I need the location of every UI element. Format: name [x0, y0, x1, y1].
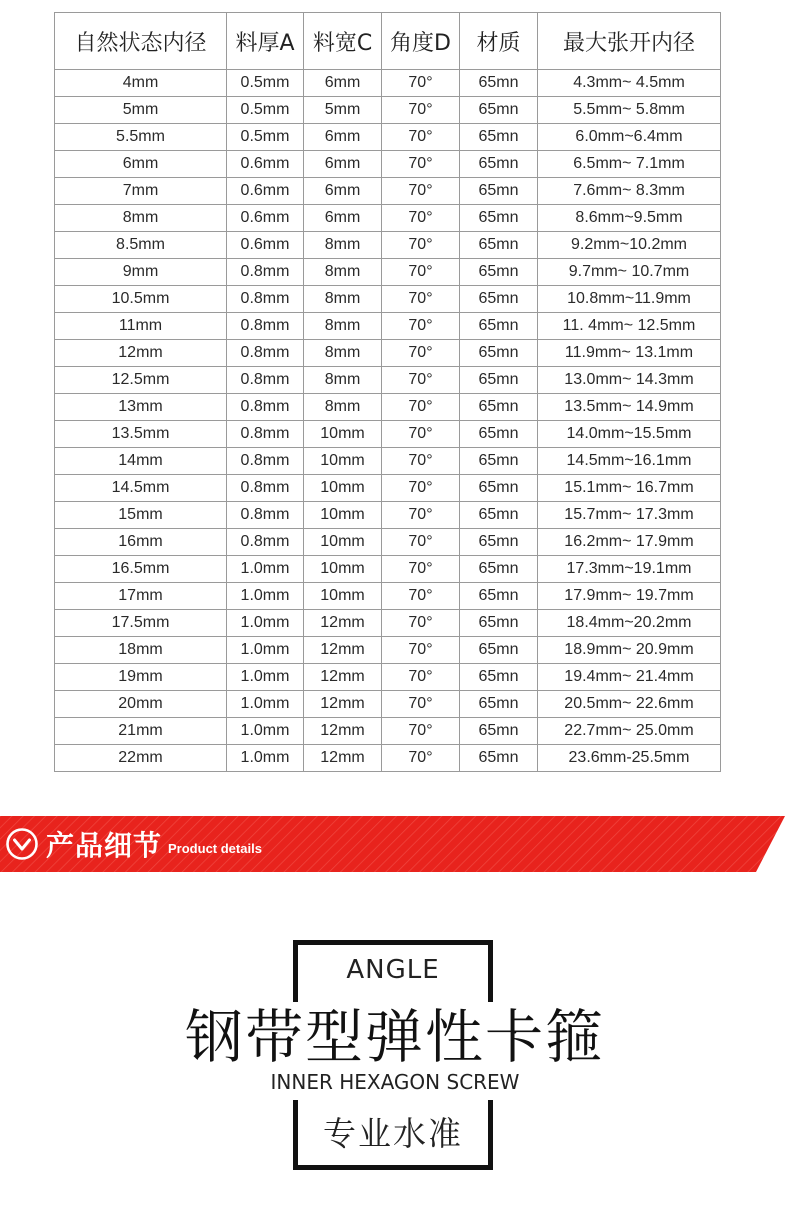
- cell-angle-d: 70°: [382, 718, 460, 745]
- cell-material: 65mn: [460, 259, 538, 286]
- cell-width-c: 12mm: [304, 610, 382, 637]
- cell-material: 65mn: [460, 448, 538, 475]
- table-row: [55, 745, 721, 772]
- cell-max-open-diameter: 6.5mm~ 7.1mm: [538, 151, 721, 178]
- product-english-name: INNER HEXAGON SCREW: [270, 1070, 520, 1094]
- cell-natural-inner-diameter: 20mm: [55, 691, 227, 718]
- cell-angle-d: 70°: [382, 610, 460, 637]
- cell-max-open-diameter: 15.7mm~ 17.3mm: [538, 502, 721, 529]
- cell-thickness-a: 1.0mm: [227, 637, 304, 664]
- cell-width-c: 10mm: [304, 421, 382, 448]
- cell-material: 65mn: [460, 529, 538, 556]
- table-row: [55, 151, 721, 178]
- cell-material: 65mn: [460, 232, 538, 259]
- cell-max-open-diameter: 20.5mm~ 22.6mm: [538, 691, 721, 718]
- cell-natural-inner-diameter: 8.5mm: [55, 232, 227, 259]
- cell-angle-d: 70°: [382, 475, 460, 502]
- cell-width-c: 12mm: [304, 637, 382, 664]
- cell-width-c: 6mm: [304, 205, 382, 232]
- cell-angle-d: 70°: [382, 286, 460, 313]
- cell-angle-d: 70°: [382, 232, 460, 259]
- cell-max-open-diameter: 8.6mm~9.5mm: [538, 205, 721, 232]
- cell-width-c: 8mm: [304, 367, 382, 394]
- header-width-c: 料宽C: [304, 13, 382, 70]
- cell-angle-d: 70°: [382, 205, 460, 232]
- cell-material: 65mn: [460, 205, 538, 232]
- cell-thickness-a: 0.6mm: [227, 205, 304, 232]
- cell-width-c: 8mm: [304, 340, 382, 367]
- cell-max-open-diameter: 11.9mm~ 13.1mm: [538, 340, 721, 367]
- cell-thickness-a: 1.0mm: [227, 691, 304, 718]
- cell-thickness-a: 1.0mm: [227, 718, 304, 745]
- cell-width-c: 12mm: [304, 664, 382, 691]
- cell-thickness-a: 0.6mm: [227, 151, 304, 178]
- cell-width-c: 6mm: [304, 124, 382, 151]
- cell-natural-inner-diameter: 14.5mm: [55, 475, 227, 502]
- cell-max-open-diameter: 9.2mm~10.2mm: [538, 232, 721, 259]
- cell-thickness-a: 0.5mm: [227, 124, 304, 151]
- cell-angle-d: 70°: [382, 124, 460, 151]
- cell-max-open-diameter: 18.4mm~20.2mm: [538, 610, 721, 637]
- cell-material: 65mn: [460, 691, 538, 718]
- cell-material: 65mn: [460, 745, 538, 772]
- cell-angle-d: 70°: [382, 448, 460, 475]
- cell-angle-d: 70°: [382, 151, 460, 178]
- cell-thickness-a: 0.8mm: [227, 286, 304, 313]
- cell-thickness-a: 1.0mm: [227, 664, 304, 691]
- banner-subtitle: Product details: [168, 840, 262, 856]
- cell-natural-inner-diameter: 13mm: [55, 394, 227, 421]
- cell-material: 65mn: [460, 664, 538, 691]
- cell-material: 65mn: [460, 367, 538, 394]
- cell-natural-inner-diameter: 9mm: [55, 259, 227, 286]
- cell-natural-inner-diameter: 10.5mm: [55, 286, 227, 313]
- cell-max-open-diameter: 13.0mm~ 14.3mm: [538, 367, 721, 394]
- chevron-down-circle-icon: [4, 826, 40, 862]
- table-row: [55, 529, 721, 556]
- table-row: [55, 367, 721, 394]
- cell-width-c: 8mm: [304, 232, 382, 259]
- cell-thickness-a: 1.0mm: [227, 583, 304, 610]
- table-row: [55, 610, 721, 637]
- table-row: [55, 583, 721, 610]
- cell-angle-d: 70°: [382, 178, 460, 205]
- header-angle-d: 角度D: [382, 13, 460, 70]
- cell-natural-inner-diameter: 5mm: [55, 97, 227, 124]
- cell-max-open-diameter: 5.5mm~ 5.8mm: [538, 97, 721, 124]
- cell-width-c: 6mm: [304, 70, 382, 97]
- cell-natural-inner-diameter: 7mm: [55, 178, 227, 205]
- table-body: [55, 70, 721, 772]
- header-material: 材质: [460, 13, 538, 70]
- cell-material: 65mn: [460, 718, 538, 745]
- banner-title: 产品细节: [46, 829, 163, 862]
- cell-natural-inner-diameter: 21mm: [55, 718, 227, 745]
- cell-thickness-a: 0.5mm: [227, 97, 304, 124]
- cell-max-open-diameter: 17.3mm~19.1mm: [538, 556, 721, 583]
- table-row: [55, 394, 721, 421]
- cell-angle-d: 70°: [382, 556, 460, 583]
- cell-max-open-diameter: 15.1mm~ 16.7mm: [538, 475, 721, 502]
- cell-max-open-diameter: 4.3mm~ 4.5mm: [538, 70, 721, 97]
- cell-thickness-a: 0.8mm: [227, 259, 304, 286]
- cell-width-c: 12mm: [304, 691, 382, 718]
- cell-material: 65mn: [460, 286, 538, 313]
- cell-angle-d: 70°: [382, 583, 460, 610]
- cell-thickness-a: 0.8mm: [227, 394, 304, 421]
- cell-width-c: 10mm: [304, 583, 382, 610]
- cell-thickness-a: 1.0mm: [227, 556, 304, 583]
- cell-natural-inner-diameter: 12mm: [55, 340, 227, 367]
- cell-natural-inner-diameter: 14mm: [55, 448, 227, 475]
- cell-natural-inner-diameter: 11mm: [55, 313, 227, 340]
- cell-natural-inner-diameter: 16.5mm: [55, 556, 227, 583]
- table-row: [55, 97, 721, 124]
- angle-label: ANGLE: [346, 955, 440, 985]
- cell-material: 65mn: [460, 70, 538, 97]
- cell-angle-d: 70°: [382, 664, 460, 691]
- cell-angle-d: 70°: [382, 340, 460, 367]
- table-row: [55, 718, 721, 745]
- cell-max-open-diameter: 18.9mm~ 20.9mm: [538, 637, 721, 664]
- table-row: [55, 178, 721, 205]
- cell-thickness-a: 1.0mm: [227, 745, 304, 772]
- table-row: [55, 556, 721, 583]
- header-thickness-a: 料厚A: [227, 13, 304, 70]
- cell-natural-inner-diameter: 13.5mm: [55, 421, 227, 448]
- cell-max-open-diameter: 9.7mm~ 10.7mm: [538, 259, 721, 286]
- cell-natural-inner-diameter: 18mm: [55, 637, 227, 664]
- table-row: [55, 313, 721, 340]
- cell-material: 65mn: [460, 610, 538, 637]
- cell-angle-d: 70°: [382, 502, 460, 529]
- cell-width-c: 6mm: [304, 151, 382, 178]
- cell-natural-inner-diameter: 5.5mm: [55, 124, 227, 151]
- banner-content: [4, 816, 262, 872]
- cell-width-c: 6mm: [304, 178, 382, 205]
- cell-angle-d: 70°: [382, 394, 460, 421]
- cell-width-c: 12mm: [304, 745, 382, 772]
- header-natural-inner-diameter: 自然状态内径: [55, 13, 227, 70]
- cell-thickness-a: 0.8mm: [227, 340, 304, 367]
- table-row: [55, 664, 721, 691]
- cell-material: 65mn: [460, 97, 538, 124]
- cell-width-c: 10mm: [304, 448, 382, 475]
- cell-width-c: 12mm: [304, 718, 382, 745]
- cell-angle-d: 70°: [382, 97, 460, 124]
- cell-material: 65mn: [460, 124, 538, 151]
- cell-material: 65mn: [460, 151, 538, 178]
- table-row: [55, 502, 721, 529]
- cell-max-open-diameter: 19.4mm~ 21.4mm: [538, 664, 721, 691]
- cell-natural-inner-diameter: 8mm: [55, 205, 227, 232]
- cell-material: 65mn: [460, 340, 538, 367]
- cell-natural-inner-diameter: 17mm: [55, 583, 227, 610]
- table-row: [55, 421, 721, 448]
- table-row: [55, 637, 721, 664]
- cell-material: 65mn: [460, 556, 538, 583]
- header-max-open-diameter: 最大张开内径: [538, 13, 721, 70]
- cell-natural-inner-diameter: 6mm: [55, 151, 227, 178]
- cell-thickness-a: 0.8mm: [227, 529, 304, 556]
- cell-max-open-diameter: 11. 4mm~ 12.5mm: [538, 313, 721, 340]
- cell-natural-inner-diameter: 12.5mm: [55, 367, 227, 394]
- cell-material: 65mn: [460, 583, 538, 610]
- cell-angle-d: 70°: [382, 70, 460, 97]
- cell-thickness-a: 0.8mm: [227, 421, 304, 448]
- table-row: [55, 232, 721, 259]
- cell-angle-d: 70°: [382, 745, 460, 772]
- cell-angle-d: 70°: [382, 259, 460, 286]
- cell-max-open-diameter: 14.0mm~15.5mm: [538, 421, 721, 448]
- cell-max-open-diameter: 16.2mm~ 17.9mm: [538, 529, 721, 556]
- cell-material: 65mn: [460, 502, 538, 529]
- cell-thickness-a: 0.6mm: [227, 232, 304, 259]
- cell-material: 65mn: [460, 313, 538, 340]
- table-header-row: [55, 13, 721, 70]
- cell-angle-d: 70°: [382, 637, 460, 664]
- table-row: [55, 259, 721, 286]
- cell-thickness-a: 0.8mm: [227, 313, 304, 340]
- section-banner: [0, 816, 790, 872]
- cell-width-c: 8mm: [304, 259, 382, 286]
- cell-natural-inner-diameter: 4mm: [55, 70, 227, 97]
- cell-material: 65mn: [460, 394, 538, 421]
- cell-material: 65mn: [460, 421, 538, 448]
- cell-width-c: 10mm: [304, 529, 382, 556]
- cell-width-c: 10mm: [304, 556, 382, 583]
- cell-angle-d: 70°: [382, 313, 460, 340]
- cell-natural-inner-diameter: 17.5mm: [55, 610, 227, 637]
- cell-material: 65mn: [460, 475, 538, 502]
- cell-thickness-a: 0.5mm: [227, 70, 304, 97]
- cell-natural-inner-diameter: 16mm: [55, 529, 227, 556]
- cell-thickness-a: 1.0mm: [227, 610, 304, 637]
- cell-max-open-diameter: 10.8mm~11.9mm: [538, 286, 721, 313]
- cell-width-c: 10mm: [304, 475, 382, 502]
- cell-natural-inner-diameter: 19mm: [55, 664, 227, 691]
- cell-max-open-diameter: 13.5mm~ 14.9mm: [538, 394, 721, 421]
- cell-max-open-diameter: 17.9mm~ 19.7mm: [538, 583, 721, 610]
- cell-width-c: 8mm: [304, 394, 382, 421]
- cell-angle-d: 70°: [382, 367, 460, 394]
- cell-max-open-diameter: 22.7mm~ 25.0mm: [538, 718, 721, 745]
- table-row: [55, 448, 721, 475]
- cell-thickness-a: 0.8mm: [227, 448, 304, 475]
- cell-width-c: 5mm: [304, 97, 382, 124]
- cell-thickness-a: 0.6mm: [227, 178, 304, 205]
- table-row: [55, 124, 721, 151]
- cell-max-open-diameter: 14.5mm~16.1mm: [538, 448, 721, 475]
- cell-width-c: 10mm: [304, 502, 382, 529]
- cell-max-open-diameter: 7.6mm~ 8.3mm: [538, 178, 721, 205]
- cell-angle-d: 70°: [382, 529, 460, 556]
- table-row: [55, 286, 721, 313]
- cell-natural-inner-diameter: 22mm: [55, 745, 227, 772]
- cell-thickness-a: 0.8mm: [227, 367, 304, 394]
- table-row: [55, 475, 721, 502]
- product-tagline: 专业水准: [323, 1114, 463, 1153]
- cell-material: 65mn: [460, 178, 538, 205]
- cell-thickness-a: 0.8mm: [227, 475, 304, 502]
- table-row: [55, 340, 721, 367]
- table-row: [55, 205, 721, 232]
- cell-angle-d: 70°: [382, 421, 460, 448]
- spec-table: [54, 12, 721, 772]
- cell-max-open-diameter: 6.0mm~6.4mm: [538, 124, 721, 151]
- table-row: [55, 691, 721, 718]
- table-row: [55, 70, 721, 97]
- product-name: 钢带型弹性卡箍: [184, 1003, 605, 1071]
- cell-natural-inner-diameter: 15mm: [55, 502, 227, 529]
- cell-material: 65mn: [460, 637, 538, 664]
- cell-width-c: 8mm: [304, 286, 382, 313]
- cell-width-c: 8mm: [304, 313, 382, 340]
- cell-angle-d: 70°: [382, 691, 460, 718]
- cell-thickness-a: 0.8mm: [227, 502, 304, 529]
- cell-max-open-diameter: 23.6mm-25.5mm: [538, 745, 721, 772]
